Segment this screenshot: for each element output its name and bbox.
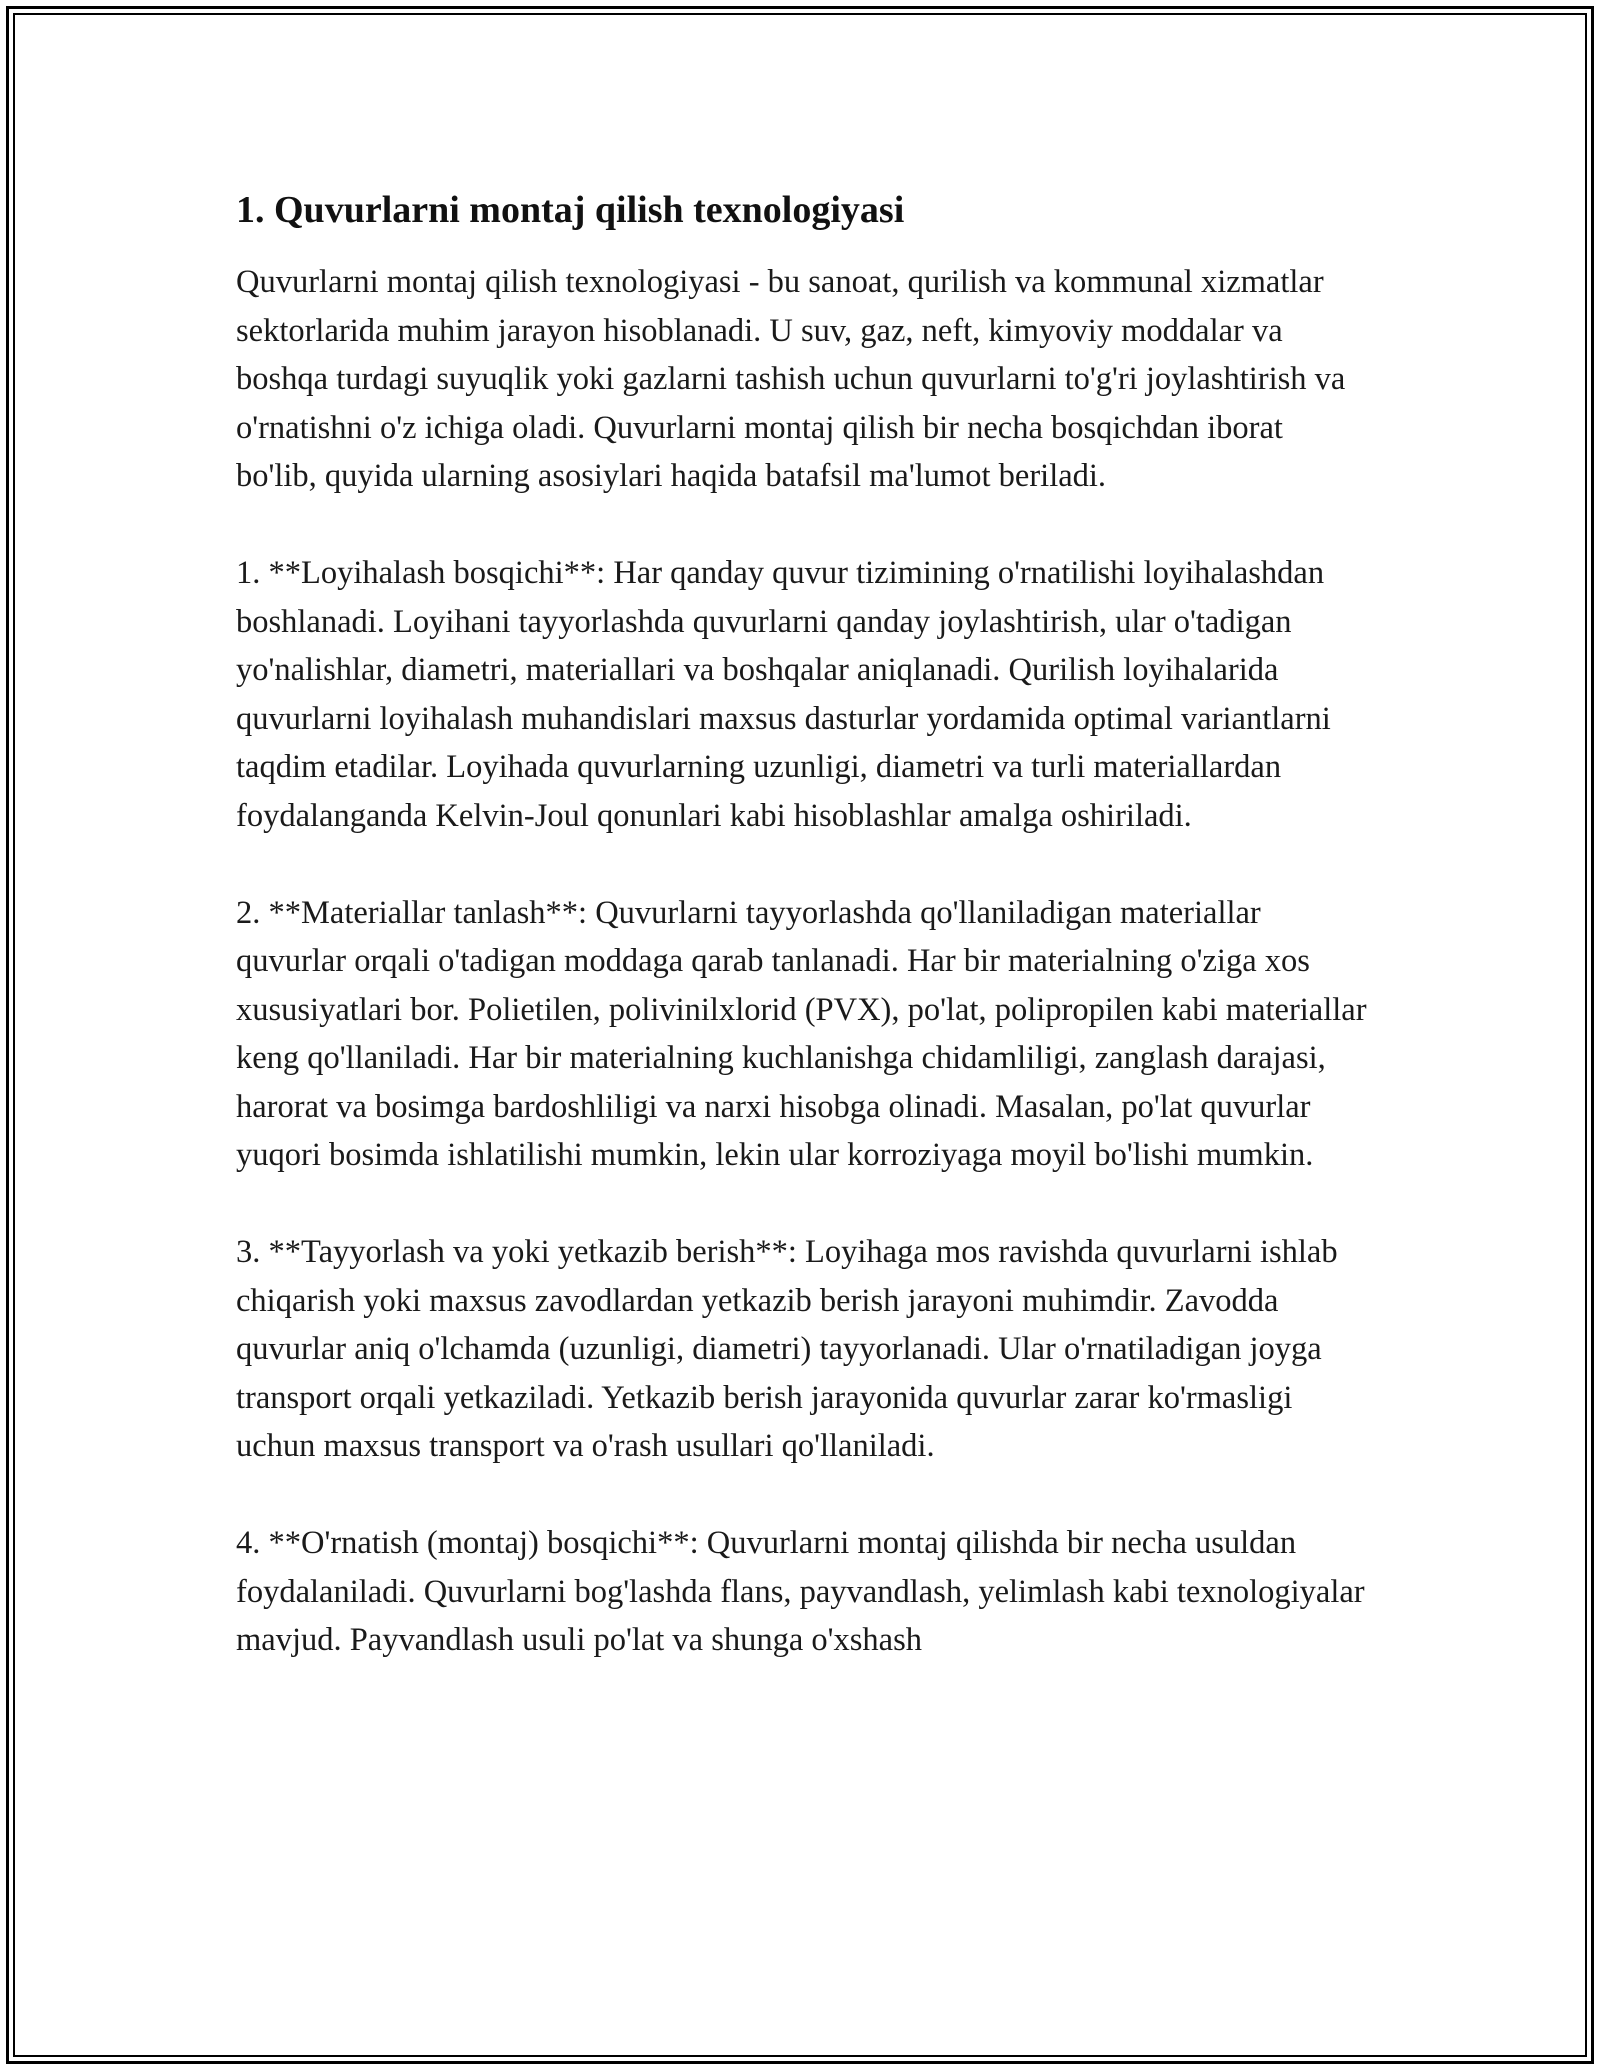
document-title: 1. Quvurlarni montaj qilish texnologiyasi [236, 189, 905, 231]
paragraph-step-3: 3. **Tayyorlash va yoki yetkazib berish**: Loyihaga mos ravishda quvurlarni ishlab chiqarish yoki maxsus zavodlardan yetkazib berish jarayoni muhimdir. Zavodda quvurlar aniq o'lchamda (uzunligi, diametri) tayyorlanadi. Ular o'rnatiladigan joyga transport orqali yetkaziladi. Yetkazib berish jarayonida quvurlar zarar ko'rmasligi uchun maxsus transport va o'rash usullari qo'llaniladi. [236, 1234, 1338, 1464]
paragraph-step-1: 1. **Loyihalash bosqichi**: Har qanday quvur tizimining o'rnatilishi loyihalashdan boshlanadi. Loyihani tayyorlashda quvurlarni qanday joylashtirish, ular o'tadigan yo'nalishlar, diametri, materiallari va boshqalar aniqlanadi. Qurilish loyihalarida quvurlarni loyihalash muhandislari maxsus dasturlar yordamida optimal variantlarni taqdim etadilar. Loyihada quvurlarning uzunligi, diametri va turli materiallardan foydalanganda Kelvin-Joul qonunlari kabi hisoblashlar amalga oshiriladi. [236, 555, 1331, 834]
paragraph-intro: Quvurlarni montaj qilish texnologiyasi - bu sanoat, qurilish va kommunal xizmatlar sektorlarida muhim jarayon hisoblanadi. U suv, gaz, neft, kimyoviy moddalar va boshqa turdagi suyuqlik yoki gazlarni tashish uchun quvurlarni to'g'ri joylashtirish va o'rnatishni o'z ichiga oladi. Quvurlarni montaj qilish bir necha bosqichdan iborat bo'lib, quyida ularning asosiylari haqida batafsil ma'lumot beriladi. [236, 264, 1346, 494]
paragraph-step-2: 2. **Materiallar tanlash**: Quvurlarni tayyorlashda qo'llaniladigan materiallar quvurlar orqali o'tadigan moddaga qarab tanlanadi. Har bir materialning o'ziga xos xususiyatlari bor. Polietilen, polivinilxlorid (PVX), po'lat, polipropilen kabi materiallar keng qo'llaniladi. Har bir materialning kuchlanishga chidamliligi, zanglash darajasi, harorat va bosimga bardoshliligi va narxi hisobga olinadi. Masalan, po'lat quvurlar yuqori bosimda ishlatilishi mumkin, lekin ular korroziyaga moyil bo'lishi mumkin. [236, 894, 1367, 1173]
paragraph-step-4: 4. **O'rnatish (montaj) bosqichi**: Quvurlarni montaj qilishda bir necha usuldan foydalaniladi. Quvurlarni bog'lashda flans, payvandlash, yelimlash kabi texnologiyalar mavjud. Payvandlash usuli po'lat va shunga o'xshash [236, 1525, 1365, 1658]
document-body [236, 186, 1371, 1713]
